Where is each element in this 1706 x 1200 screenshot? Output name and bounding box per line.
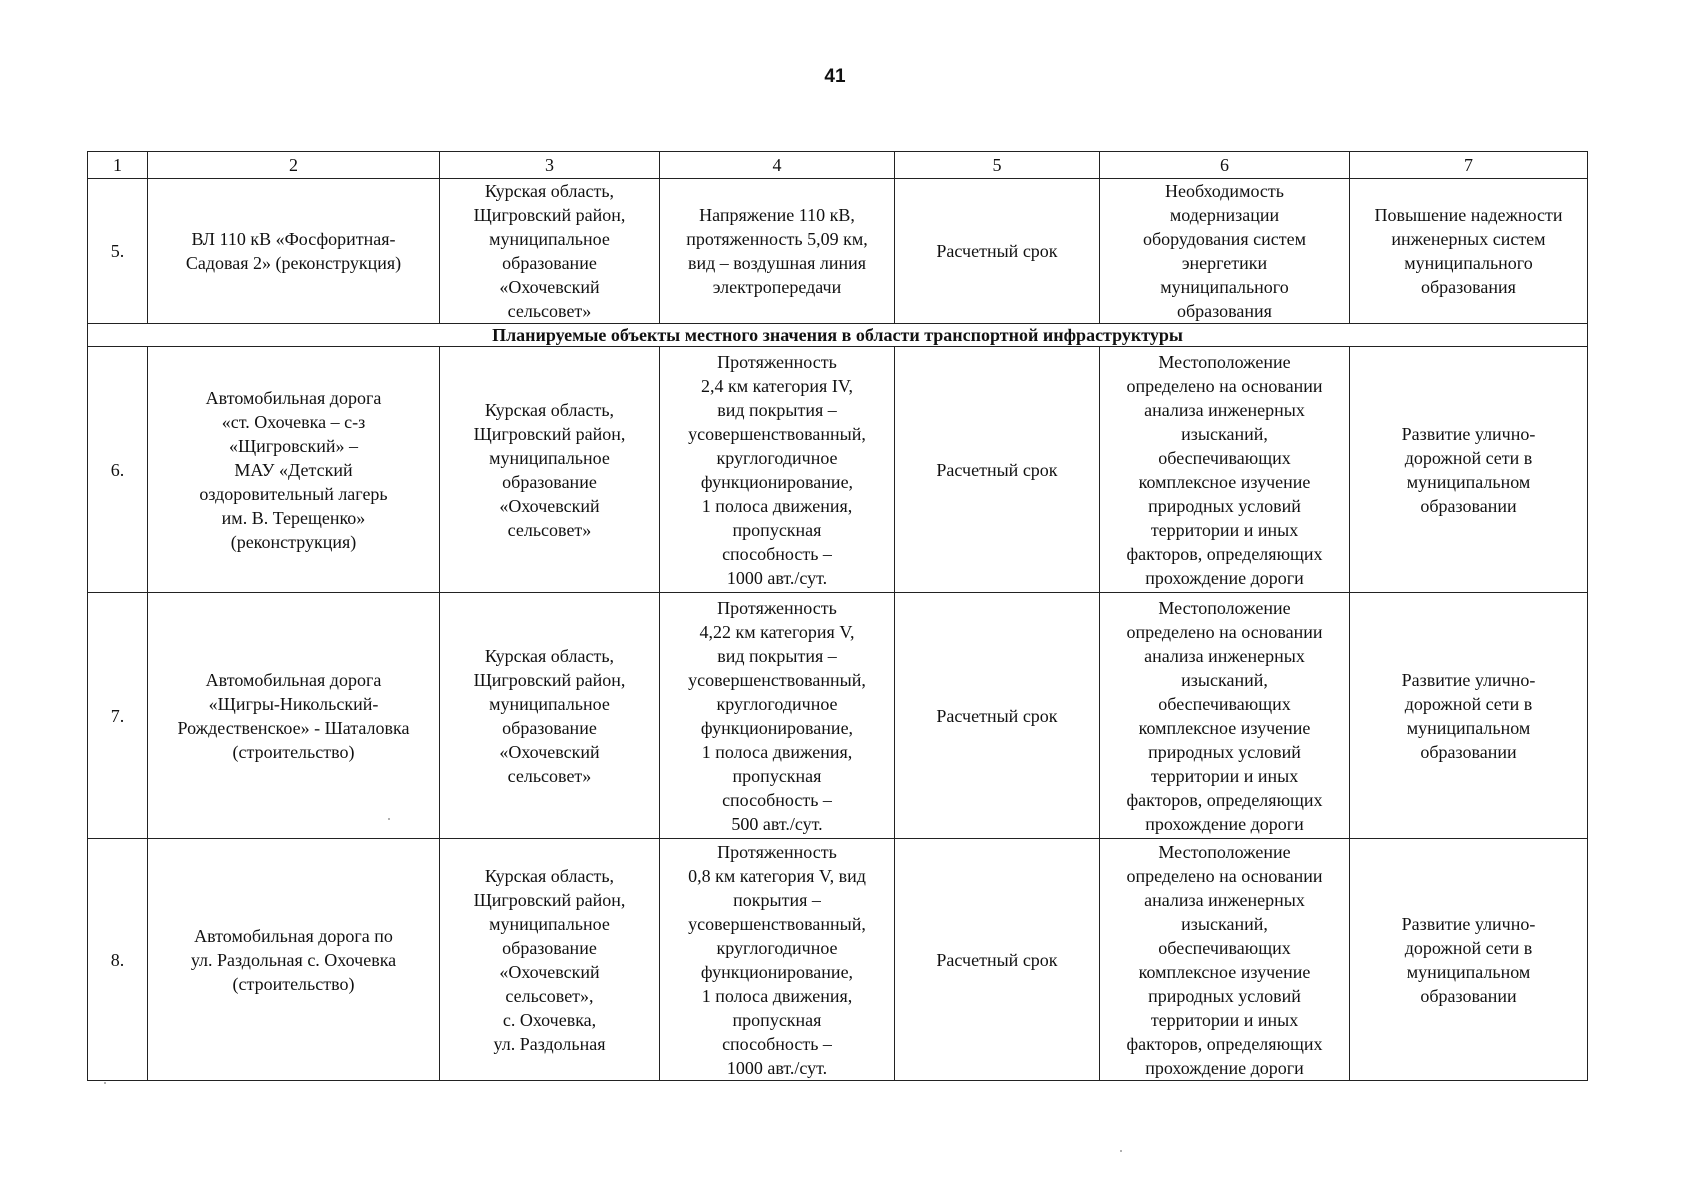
object-location: Курская область, Щигровский район, муниципальное образование «Охочевский сельсовет»: [440, 179, 660, 324]
object-location: Курская область, Щигровский район, муниципальное образование «Охочевский сельсовет»: [440, 593, 660, 839]
scan-speck: [104, 1082, 106, 1084]
placement-justification: Местоположение определено на основании анализа инженерных изысканий, обеспечивающих комплексное изучение природных условий территории и иных факторов, определяющих прохождение дороги: [1100, 593, 1350, 839]
row-number: 8.: [88, 839, 148, 1081]
objects-table: [87, 151, 1588, 1081]
column-header: 3: [440, 152, 660, 179]
object-name: Автомобильная дорога «ст. Охочевка – с-з «Щигровский» – МАУ «Детский оздоровительный лагерь им. В. Терещенко» (реконструкция): [148, 347, 440, 593]
table-row: [88, 593, 1588, 839]
page-number: 41: [824, 66, 846, 87]
object-characteristics: Напряжение 110 кВ, протяженность 5,09 км, вид – воздушная линия электропередачи: [660, 179, 895, 324]
column-header: 4: [660, 152, 895, 179]
implementation-term: Расчетный срок: [895, 347, 1100, 593]
row-number: 7.: [88, 593, 148, 839]
object-purpose: Развитие улично- дорожной сети в муниципальном образовании: [1350, 347, 1588, 593]
object-purpose: Развитие улично- дорожной сети в муниципальном образовании: [1350, 593, 1588, 839]
table-row: [88, 347, 1588, 593]
object-name: Автомобильная дорога по ул. Раздольная с. Охочевка (строительство): [148, 839, 440, 1081]
object-characteristics: Протяженность 2,4 км категория IV, вид покрытия – усовершенствованный, круглогодичное функционирование, 1 полоса движения, пропускная способность – 1000 авт./сут.: [660, 347, 895, 593]
object-purpose: Повышение надежности инженерных систем муниципального образования: [1350, 179, 1588, 324]
placement-justification: Необходимость модернизации оборудования систем энергетики муниципального образования: [1100, 179, 1350, 324]
object-characteristics: Протяженность 0,8 км категория V, вид покрытия – усовершенствованный, круглогодичное функционирование, 1 полоса движения, пропускная способность – 1000 авт./сут.: [660, 839, 895, 1081]
table-row: [88, 179, 1588, 324]
row-number: 5.: [88, 179, 148, 324]
scan-speck: [388, 818, 390, 820]
column-number-row: [88, 152, 1588, 179]
column-header: 2: [148, 152, 440, 179]
column-header: 1: [88, 152, 148, 179]
column-header: 5: [895, 152, 1100, 179]
table-row: [88, 839, 1588, 1081]
implementation-term: Расчетный срок: [895, 839, 1100, 1081]
object-location: Курская область, Щигровский район, муниципальное образование «Охочевский сельсовет»: [440, 347, 660, 593]
object-purpose: Развитие улично- дорожной сети в муниципальном образовании: [1350, 839, 1588, 1081]
column-header: 6: [1100, 152, 1350, 179]
object-characteristics: Протяженность 4,22 км категория V, вид покрытия – усовершенствованный, круглогодичное функционирование, 1 полоса движения, пропускная способность – 500 авт./сут.: [660, 593, 895, 839]
column-header: 7: [1350, 152, 1588, 179]
object-name: Автомобильная дорога «Щигры-Никольский- Рождественское» - Шаталовка (строительство): [148, 593, 440, 839]
section-row: [88, 324, 1588, 347]
row-number: 6.: [88, 347, 148, 593]
placement-justification: Местоположение определено на основании анализа инженерных изысканий, обеспечивающих комплексное изучение природных условий территории и иных факторов, определяющих прохождение дороги: [1100, 347, 1350, 593]
section-title: Планируемые объекты местного значения в области транспортной инфраструктуры: [88, 324, 1588, 347]
object-location: Курская область, Щигровский район, муниципальное образование «Охочевский сельсовет», с. Охочевка, ул. Раздольная: [440, 839, 660, 1081]
implementation-term: Расчетный срок: [895, 179, 1100, 324]
implementation-term: Расчетный срок: [895, 593, 1100, 839]
placement-justification: Местоположение определено на основании анализа инженерных изысканий, обеспечивающих комплексное изучение природных условий территории и иных факторов, определяющих прохождение дороги: [1100, 839, 1350, 1081]
object-name: ВЛ 110 кВ «Фосфоритная- Садовая 2» (реконструкция): [148, 179, 440, 324]
scan-speck: [1120, 1150, 1122, 1152]
